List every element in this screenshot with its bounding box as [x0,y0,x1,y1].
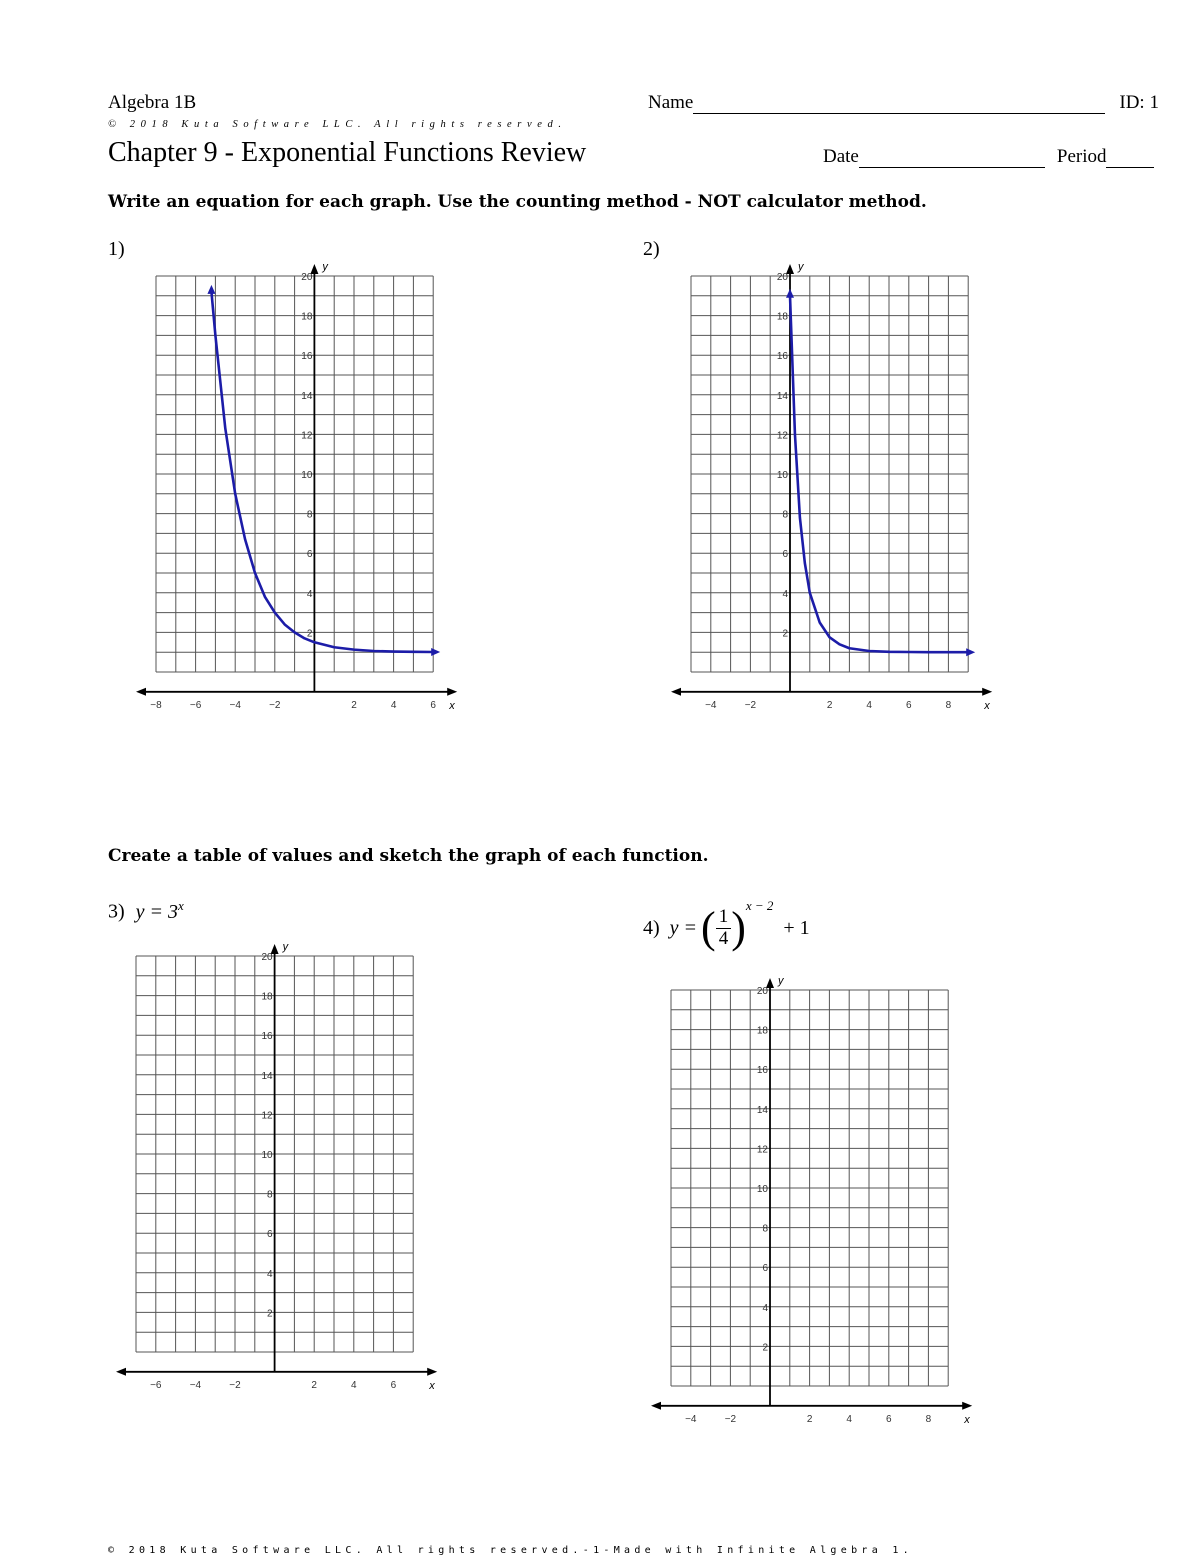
x-tick-label: −6 [189,699,202,711]
y-tick-label: 18 [301,311,313,323]
problem-4-equation [643,898,810,958]
y-tick-label: 14 [776,390,788,402]
y-tick-label: 6 [267,1229,273,1241]
problem-1-number: 1) [108,238,125,260]
x-tick-label: −8 [150,699,162,711]
x-tick-label: 2 [311,1379,317,1391]
x-tick-label: 2 [351,699,357,711]
x-tick-label: −2 [744,699,757,711]
worksheet-title: Chapter 9 - Exponential Functions Review [108,137,587,168]
y-tick-label: 6 [762,1263,768,1275]
y-tick-label: 20 [756,986,768,997]
x-axis-arrow-left [116,1368,126,1376]
y-axis-label: y [282,941,289,953]
x-tick-label: 4 [866,699,872,711]
y-axis-label: y [322,261,328,273]
section2-instruction: Create a table of values and sketch the graph of each function. [108,846,709,866]
name-label: Name [648,92,694,113]
y-tick-label: 20 [776,272,788,283]
y-tick-label: 8 [762,1223,768,1235]
y-tick-label: 2 [306,628,313,640]
y-tick-label: 8 [267,1189,273,1201]
y-tick-label: 18 [776,311,788,323]
x-axis-arrow-left [671,688,681,696]
y-tick-label: 16 [301,351,313,363]
problem-3-lhs: y = 3 [135,900,179,923]
y-tick-label: 10 [776,470,788,481]
y-tick-label: 18 [756,1025,768,1037]
x-tick-label: 8 [925,1413,932,1425]
copyright-notice: © 2018 Kuta Software LLC. All rights reserved. [108,119,567,130]
y-tick-label: 14 [301,390,313,402]
x-tick-label: −2 [269,699,281,711]
x-axis-arrow-left [136,688,146,696]
y-tick-label: 6 [306,549,313,561]
x-tick-label: 4 [351,1379,357,1391]
y-tick-label: 4 [782,588,788,600]
date-label: Date [823,146,859,167]
period-label: Period [1056,146,1107,167]
x-tick-label: 4 [390,699,397,711]
problem-3-number: 3) [108,900,125,923]
x-tick-label: −2 [724,1413,737,1425]
graph-4[interactable] [635,954,985,1426]
y-tick-label: 4 [267,1268,273,1280]
x-tick-label: 2 [826,699,833,711]
y-axis-label: y [778,975,784,987]
x-tick-label: 2 [806,1413,813,1425]
grid-lines [671,990,948,1386]
date-field[interactable] [859,149,1045,168]
section1-instruction: Write an equation for each graph. Use the counting method - NOT calculator method. [108,192,927,212]
date-period-row [823,146,1154,168]
right-paren: ) [731,903,746,952]
graph-1 [120,240,470,712]
y-tick-label: 2 [782,628,788,640]
problem-3-exponent: x [178,898,184,913]
x-tick-label: −6 [150,1379,162,1391]
x-tick-label: −2 [229,1379,241,1391]
x-tick-label: 8 [945,699,952,711]
x-axis-arrow-right [447,688,457,696]
y-tick-label: 10 [756,1184,768,1195]
x-tick-label: 6 [390,1379,397,1391]
y-tick-label: 16 [756,1065,768,1077]
y-tick-label: 18 [261,991,273,1003]
y-tick-label: 4 [306,588,313,600]
y-tick-label: 10 [261,1150,273,1161]
graph-2 [655,240,1005,712]
y-tick-label: 16 [261,1031,273,1043]
x-axis-label: x [964,1413,970,1426]
problem-4-exponent: x − 2 [745,898,774,913]
period-field[interactable] [1106,149,1154,168]
x-axis-label: x [449,699,455,712]
exponential-curve [211,292,433,652]
problem-4-lhs: y = [669,916,698,939]
course-name: Algebra 1B [108,92,197,113]
x-tick-label: −4 [189,1379,202,1391]
grid-lines [691,276,968,672]
y-tick-label: 12 [756,1144,768,1156]
y-tick-label: 10 [301,470,313,481]
x-tick-label: 4 [846,1413,852,1425]
x-tick-label: 6 [886,1413,892,1425]
y-tick-label: 4 [762,1302,768,1314]
name-field[interactable] [693,95,1105,114]
y-tick-label: 8 [782,509,788,521]
x-axis-arrow-right [962,1402,972,1410]
x-tick-label: −4 [705,699,717,711]
graph-3[interactable] [100,920,450,1392]
y-axis-label: y [798,261,804,273]
x-axis-arrow-left [651,1402,661,1410]
left-paren: ( [701,903,716,952]
curve-arrow-end [966,648,975,656]
x-tick-label: 6 [430,699,436,711]
x-axis-arrow-right [427,1368,437,1376]
footer-copyright: © 2018 Kuta Software LLC. All rights reserved.-1-Made with Infinite Algebra 1. [108,1545,913,1556]
x-axis-arrow-right [982,688,992,696]
y-tick-label: 2 [762,1342,768,1354]
fraction-denominator: 4 [716,928,732,950]
curve-arrow-end [431,648,440,656]
curve-arrow-start [786,289,794,298]
x-tick-label: −4 [229,699,241,711]
y-tick-label: 14 [756,1104,768,1116]
y-tick-label: 20 [301,272,313,283]
y-tick-label: 12 [301,430,313,442]
y-tick-label: 2 [267,1308,273,1320]
y-tick-label: 16 [776,351,788,363]
fraction [716,907,732,950]
fraction-numerator: 1 [718,905,729,927]
curve-arrow-start [207,285,215,294]
y-tick-label: 14 [261,1070,273,1082]
name-row [648,92,1188,114]
x-tick-label: −4 [685,1413,697,1425]
y-tick-label: 8 [306,509,313,521]
id-label: ID: 1 [1119,92,1159,113]
problem-2-number: 2) [643,238,660,260]
problem-4-tail: + 1 [783,916,810,939]
y-tick-label: 20 [261,952,273,963]
y-tick-label: 12 [261,1110,273,1122]
problem-4-number: 4) [643,916,660,939]
grid-lines [156,276,433,672]
y-tick-label: 6 [782,549,788,561]
x-tick-label: 6 [906,699,912,711]
x-axis-label: x [984,699,990,712]
x-axis-label: x [429,1379,435,1392]
y-tick-label: 12 [776,430,788,442]
